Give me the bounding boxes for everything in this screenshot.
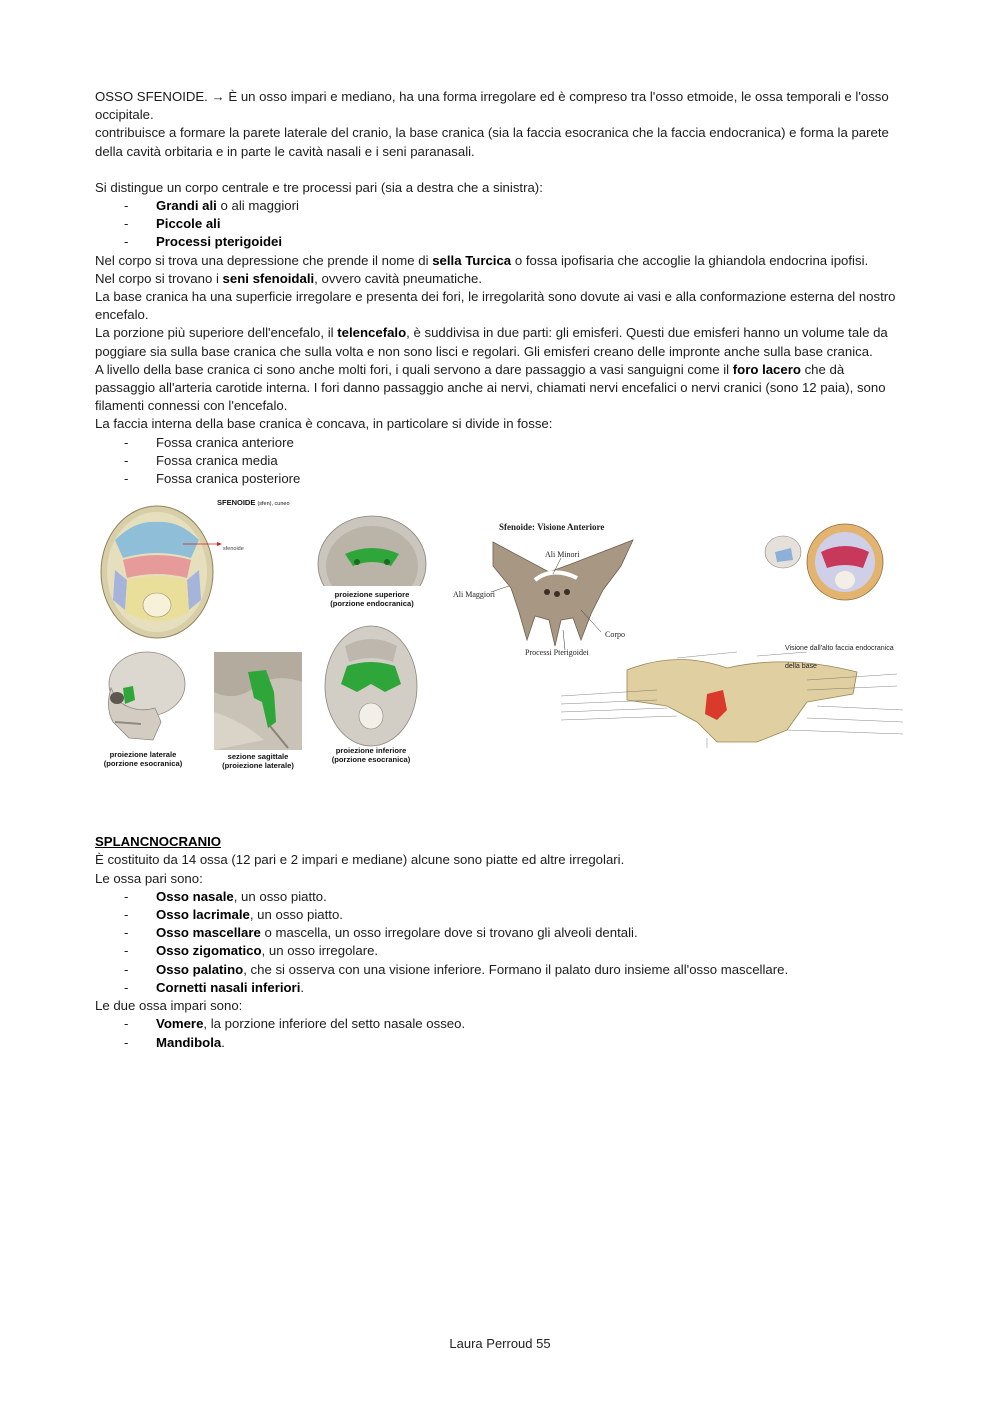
list-item: - Processi pterigoidei	[124, 234, 283, 250]
list-item: - Cornetti nasali inferiori.	[124, 979, 305, 995]
sella-paragraph: Nel corpo si trova una depressione che prende il nome di sella Turcica o fossa ipofisaria che accoglie la ghiandola endocrina ipofisi.	[95, 252, 869, 268]
list-item: - Fossa cranica anteriore	[124, 434, 294, 450]
sfenoide-arrow-label: sfenoide	[223, 546, 244, 553]
page-content	[95, 88, 907, 1052]
telencefalo-paragraph: La porzione più superiore dell'encefalo, il telencefalo, è suddivisa in due parti: gli emisferi. Questi due emisferi hanno un volume tale da poggiare sia sulla base cranica che sulla volta e non sono lisci e regolari. Gli emisferi creano delle impronte anche sulla base cranica.	[95, 325, 888, 359]
impari-lead: Le due ossa impari sono:	[95, 998, 243, 1014]
fosse-lead: La faccia interna della base cranica è concava, in particolare si divide in fosse:	[95, 416, 553, 432]
list-item: - Osso mascellare o mascella, un osso irregolare dove si trovano gli alveoli dentali.	[124, 925, 638, 941]
splancnocranio-heading: SPLANCNOCRANIO	[95, 834, 222, 850]
list-item: - Mandibola.	[124, 1034, 225, 1050]
list-item: - Piccole ali	[124, 216, 221, 232]
caption-inferiore-line2: (porzione esocranica)	[331, 755, 411, 765]
caption-sagittale-line2: (proiezione laterale)	[222, 761, 294, 771]
list-item: - Fossa cranica media	[124, 452, 278, 468]
list-item: - Grandi ali o ali maggiori	[124, 198, 299, 214]
list-item: - Osso palatino, che si osserva con una visione inferiore. Formano il palato duro insieme all'osso mascellare.	[124, 961, 789, 977]
splanc-paragraph: È costituito da 14 ossa (12 pari e 2 impari e mediane) alcune sono piatte ed altre irregolari.	[95, 852, 625, 868]
seni-paragraph: Nel corpo si trovano i seni sfenoidali, ovvero cavità pneumatiche.	[95, 270, 483, 286]
fori-paragraph: A livello della base cranica ci sono anche molti fori, i quali servono a dare passaggio a vasi sanguigni come il foro lacero che dà passaggio all'arteria carotide interna. I fori danno passaggio anche ai nervi, chiamati nervi encefalici o nervi cranici (sono 12 paia), sono filamenti connessi con l'encefalo.	[95, 361, 886, 414]
caption-superiore-line2: (porzione endocranica)	[330, 599, 414, 609]
label-processi-pterigoidei: Processi Pterigoidei	[525, 648, 589, 658]
pari-list	[95, 888, 907, 997]
caption-superiore-line1: proiezione superiore	[334, 590, 410, 600]
pari-lead: Le ossa pari sono:	[95, 870, 203, 886]
page-footer: Laura Perroud 55	[449, 1336, 551, 1351]
caption-laterale-line1: proiezione laterale	[109, 750, 177, 760]
intro-paragraph: OSSO SFENOIDE. → È un osso impari e mediano, ha una forma irregolare ed è compreso tra l'osso etmoide, le ossa temporali e l'osso occipitale.	[95, 89, 889, 123]
label-ali-minori: Ali Minori	[545, 550, 580, 560]
label-corpo: Corpo	[605, 630, 625, 640]
lateral-projection-image	[95, 648, 187, 769]
skull-base-small-diagrams	[757, 522, 887, 602]
left-figure-title: SFENOIDE	[217, 498, 256, 508]
sagittal-section-image	[214, 652, 302, 771]
processes-list	[95, 197, 907, 252]
list-item: - Vomere, la porzione inferiore del setto nasale osseo.	[124, 1016, 466, 1032]
base-paragraph: La base cranica ha una superficie irregolare e presenta dei fori, le irregolarità sono dovute ai vasi e alla conformazione esterna del nostro encefalo.	[95, 289, 896, 323]
list-item: - Osso zigomatico, un osso irregolare.	[124, 943, 379, 959]
label-ali-maggiori: Ali Maggiori	[453, 590, 495, 600]
impari-list	[95, 1015, 907, 1051]
list-item: - Osso lacrimale, un osso piatto.	[124, 907, 343, 923]
figures-panel	[95, 500, 907, 800]
list-item: - Osso nasale, un osso piatto.	[124, 888, 327, 904]
endocranial-base-title: Visione dall'alto faccia endocranica della base	[785, 645, 894, 671]
left-figure-subtitle: (sfen), cuneo	[257, 501, 290, 508]
inferior-projection-image	[323, 622, 419, 765]
processes-lead: Si distingue un corpo centrale e tre processi pari (sia a destra che a sinistra):	[95, 179, 543, 195]
caption-laterale-line2: (porzione esocranica)	[103, 759, 183, 769]
superior-projection-image	[317, 514, 427, 609]
skull-base-colored-image	[95, 500, 315, 640]
anterior-view-image	[453, 520, 653, 660]
caption-inferiore-line1: proiezione inferiore	[335, 746, 407, 756]
list-item: - Fossa cranica posteriore	[124, 471, 301, 487]
anterior-view-title: Sfenoide: Visione Anteriore	[499, 522, 605, 533]
intro-paragraph-2: contribuisce a formare la parete laterale del cranio, la base cranica (sia la faccia esocranica che la faccia endocranica) e forma la parete della cavità orbitaria e in parte le cavità nasali e i seni paranasali.	[95, 125, 889, 159]
fosse-list	[95, 434, 907, 489]
caption-sagittale-line1: sezione sagittale	[227, 752, 289, 762]
